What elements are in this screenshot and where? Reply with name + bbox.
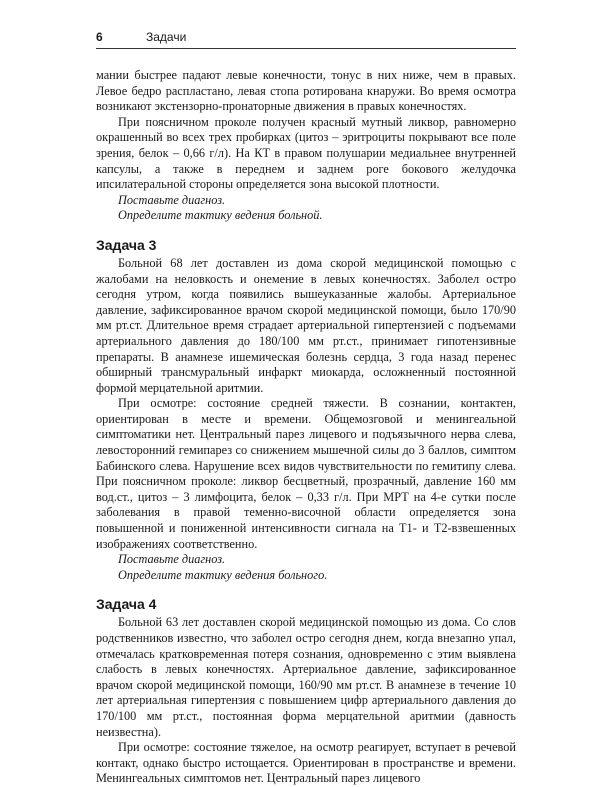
task3-heading: Задача 3 — [96, 236, 157, 253]
page-number: 6 — [96, 30, 103, 44]
intro-question-tactics: Определите тактику ведения больной. — [118, 208, 323, 223]
task3-question-diagnosis: Поставьте диагноз. — [118, 552, 226, 567]
running-header — [96, 28, 516, 48]
header-rule — [96, 48, 516, 49]
task3-paragraph-2: При осмотре: состояние средней тяжести. В сознании, контактен, ориентирован в месте и времени. Общемозговой и менингеальной симптоматики нет. Центральный парез лицевого и подъязычного нерва слева, левосторонний гемипарез со снижением мышечной силы до 3 баллов, симптом Бабинского слева. Нарушение всех видов чувствительности по гемитипу слева. При поясничном проколе: ликвор бесцветный, прозрачный, давление 160 мм вод.ст., цитоз – 3 лимфоцита, белок – 0,33 г/л. При МРТ на 4-е сутки после заболевания в правой теменно-височной области определяется зона повышенной и пониженной интенсивности сигнала на Т1- и Т2-взвешенных изображениях соответственно. — [96, 396, 516, 551]
task3-question-tactics: Определите тактику ведения больного. — [118, 567, 328, 582]
task3-paragraph-1: Больной 68 лет доставлен из дома скорой медицинской помощью с жалобами на неловкость и онемение в левых конечностях. Заболел остро сегодня утром, когда появились вышеуказанные жалобы. Артериальное давление, зафиксированное врачом скорой медицинской помощи, было 170/90 мм рт.ст. Длительное время страдает артериальной гипертензией с подъемами артериального давления до 180/100 мм рт.ст., принимает гипотензивные препараты. В анамнезе ишемическая болезнь сердца, 3 года назад перенес обширный трансмуральный инфаркт миокарда, осложненный постоянной формой мерцательной аритмии. — [96, 255, 516, 395]
task4-heading: Задача 4 — [96, 596, 157, 613]
page-body — [96, 68, 516, 787]
task4-paragraph-1: Больной 63 лет доставлен скорой медицинской помощью из дома. Со слов родственников известно, что заболел остро сегодня днем, когда внезапно упал, отмечалась кратковременная потеря сознания, одновременно с этим выявлена слабость в левых конечностях. Артериальное давление, зафиксированное врачом скорой медицинской помощи, 160/90 мм рт.ст. В анамнезе в течение 10 лет артериальная гипертензия с повышением цифр артериального давления до 170/100 мм рт.ст., постоянная форма мерцательной аритмии (давность неизвестна). — [96, 615, 516, 739]
intro-paragraph-2: При поясничном проколе получен красный мутный ликвор, равномерно окрашенный во всех трех пробирках (цитоз – эритроциты покрывают все поле зрения, белок – 0,66 г/л). На КТ в правом полушарии медиальнее внутренней капсулы, а также в переднем и заднем роге бокового желудочка ипсилатеральной стороны определяется зона высокой плотности. — [96, 114, 516, 192]
intro-question-diagnosis: Поставьте диагноз. — [118, 192, 226, 207]
intro-paragraph: мании быстрее падают левые конечности, тонус в них ниже, чем в правых. Левое бедро распластано, левая стопа ротирована кнаружи. Во время осмотра возникают экстензорно-пронаторные движения в правых конечностях. — [96, 68, 516, 114]
section-title: Задачи — [146, 30, 187, 44]
task4-paragraph-2: При осмотре: состояние тяжелое, на осмотр реагирует, вступает в речевой контакт, однако быстро истощается. Ориентирован в пространстве и времени. Менингеальных симптомов нет. Центральный парез лицевого — [96, 740, 516, 786]
